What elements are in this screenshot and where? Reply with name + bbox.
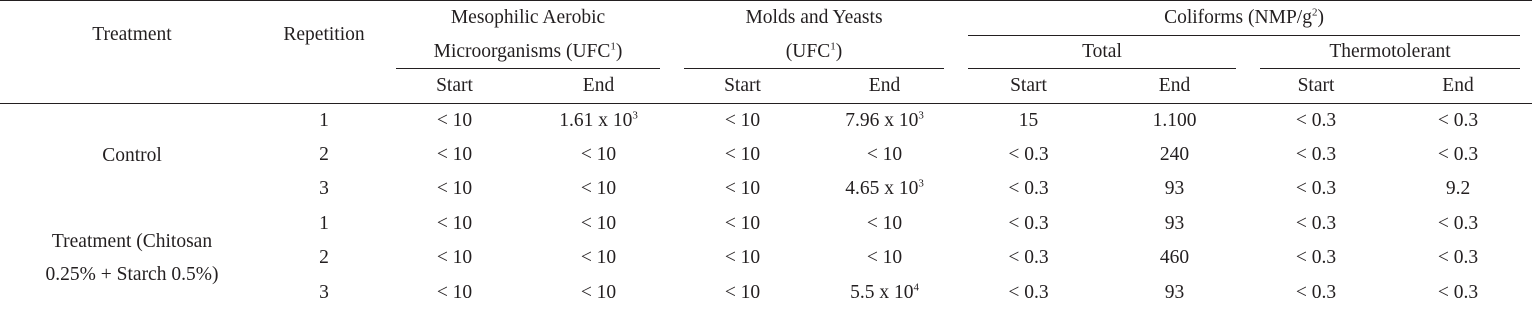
total-start-cell: < 0.3 (1008, 281, 1049, 303)
molds-end-cell (813, 172, 956, 207)
molds-end-header: End (813, 69, 956, 103)
mesophilic-header-line1: Mesophilic Aerobic (450, 7, 606, 28)
molds-end-cell (813, 207, 956, 242)
treatment-header: Treatment (0, 1, 264, 70)
thermo-end-cell: < 0.3 (1437, 247, 1479, 269)
thermo-end-cell: 9.2 (1445, 178, 1471, 200)
repetition-header-spacer (264, 69, 384, 103)
repetition-cell: 1 (319, 212, 329, 234)
total-end-cell: 93 (1164, 178, 1185, 200)
table-header (0, 1, 1532, 104)
meso-end-exponent: 3 (632, 109, 638, 121)
meso-end-value: < 10 (580, 247, 617, 269)
total-header: Total (956, 36, 1248, 69)
group-label-control (0, 103, 264, 207)
molds-start-cell: < 10 (724, 109, 761, 131)
molds-end-value: < 10 (866, 247, 903, 269)
table-row (0, 103, 1532, 138)
total-end-cell: 240 (1159, 143, 1190, 165)
meso-start-cell: < 10 (436, 109, 473, 131)
total-end-header: End (1101, 69, 1248, 103)
molds-header-line1: Molds and Yeasts (745, 7, 883, 28)
meso-end-cell (525, 241, 672, 276)
molds-header-close: ) (835, 41, 843, 62)
group-label-line1: Control (102, 144, 162, 166)
molds-start-cell: < 10 (724, 212, 761, 234)
coliforms-header-text: Coliforms (NMP/g (1164, 7, 1312, 29)
molds-start-cell: < 10 (724, 281, 761, 303)
repetition-cell: 2 (319, 143, 329, 165)
thermo-start-cell: < 0.3 (1295, 247, 1337, 269)
mesophilic-header-close: ) (615, 41, 623, 62)
meso-end-value: < 10 (580, 281, 617, 303)
total-end-cell: 93 (1164, 281, 1185, 303)
group-label-line2: 0.25% + Starch 0.5%) (45, 264, 219, 286)
molds-end-exponent: 4 (913, 281, 919, 294)
total-start-header: Start (956, 69, 1101, 103)
total-start-cell: < 0.3 (1008, 212, 1049, 234)
meso-end-value: < 10 (580, 212, 617, 234)
molds-end-exponent: 3 (918, 177, 924, 190)
group-label-treatment (0, 207, 264, 311)
treatment-header-spacer (0, 69, 264, 103)
molds-end-cell (813, 138, 956, 173)
mesophilic-start-header: Start (384, 69, 525, 103)
repetition-cell: 3 (319, 178, 329, 200)
coliforms-footnote-mark: 2 (1311, 6, 1318, 19)
thermo-end-cell: < 0.3 (1437, 281, 1479, 303)
thermo-start-cell: < 0.3 (1295, 143, 1337, 165)
meso-end-value: 1.61 x 10 (559, 109, 633, 131)
thermo-start-cell: < 0.3 (1295, 109, 1337, 131)
meso-end-cell (525, 138, 672, 173)
molds-end-cell (813, 241, 956, 276)
thermo-end-header: End (1384, 69, 1532, 103)
meso-start-cell: < 10 (436, 212, 473, 234)
meso-end-cell (525, 276, 672, 311)
thermo-end-cell: < 0.3 (1437, 109, 1479, 131)
meso-start-cell: < 10 (436, 178, 473, 200)
repetition-cell: 3 (319, 281, 329, 303)
molds-header-line2: (UFC (785, 41, 831, 62)
thermo-start-cell: < 0.3 (1295, 178, 1337, 200)
mesophilic-header-line2: Microorganisms (UFC (433, 41, 611, 62)
group-label-line1: Treatment (Chitosan (51, 231, 213, 253)
total-start-cell: 15 (1018, 109, 1039, 131)
meso-start-cell: < 10 (436, 281, 473, 303)
molds-start-cell: < 10 (724, 143, 761, 165)
thermo-end-cell: < 0.3 (1437, 212, 1479, 234)
repetition-cell: 2 (319, 247, 329, 269)
coliforms-header (956, 1, 1532, 36)
total-start-cell: < 0.3 (1008, 178, 1049, 200)
mesophilic-footnote-mark: 1 (610, 40, 616, 53)
molds-start-cell: < 10 (724, 178, 761, 200)
molds-header (672, 1, 956, 70)
repetition-header: Repetition (264, 1, 384, 70)
molds-end-exponent: 3 (918, 109, 924, 121)
total-end-cell: 460 (1159, 247, 1190, 269)
table-body (0, 103, 1532, 310)
molds-end-cell (813, 103, 956, 138)
total-end-cell: 93 (1164, 212, 1185, 234)
total-start-cell: < 0.3 (1008, 247, 1049, 269)
molds-end-value: < 10 (866, 212, 903, 234)
thermotolerant-header: Thermotolerant (1248, 36, 1532, 69)
meso-end-value: < 10 (580, 178, 617, 200)
molds-footnote-mark: 1 (830, 40, 836, 53)
meso-end-cell (525, 207, 672, 242)
thermo-start-header: Start (1248, 69, 1384, 103)
molds-end-value: < 10 (866, 143, 903, 165)
meso-end-value: < 10 (580, 143, 617, 165)
coliforms-header-close: ) (1317, 7, 1324, 29)
molds-start-cell: < 10 (724, 247, 761, 269)
molds-end-value: 5.5 x 10 (850, 281, 914, 303)
molds-end-value: 4.65 x 10 (845, 178, 919, 200)
repetition-cell: 1 (319, 109, 329, 131)
molds-end-cell (813, 276, 956, 311)
meso-end-cell (525, 172, 672, 207)
molds-start-header: Start (672, 69, 813, 103)
meso-start-cell: < 10 (436, 143, 473, 165)
thermo-start-cell: < 0.3 (1295, 281, 1337, 303)
mesophilic-end-header: End (525, 69, 672, 103)
total-start-cell: < 0.3 (1008, 143, 1049, 165)
meso-end-cell (525, 103, 672, 138)
molds-end-value: 7.96 x 10 (845, 109, 919, 131)
mesophilic-header (384, 1, 672, 70)
table-row (0, 207, 1532, 242)
thermo-end-cell: < 0.3 (1437, 143, 1479, 165)
meso-start-cell: < 10 (436, 247, 473, 269)
thermo-start-cell: < 0.3 (1295, 212, 1337, 234)
total-end-cell: 1.100 (1152, 109, 1197, 131)
